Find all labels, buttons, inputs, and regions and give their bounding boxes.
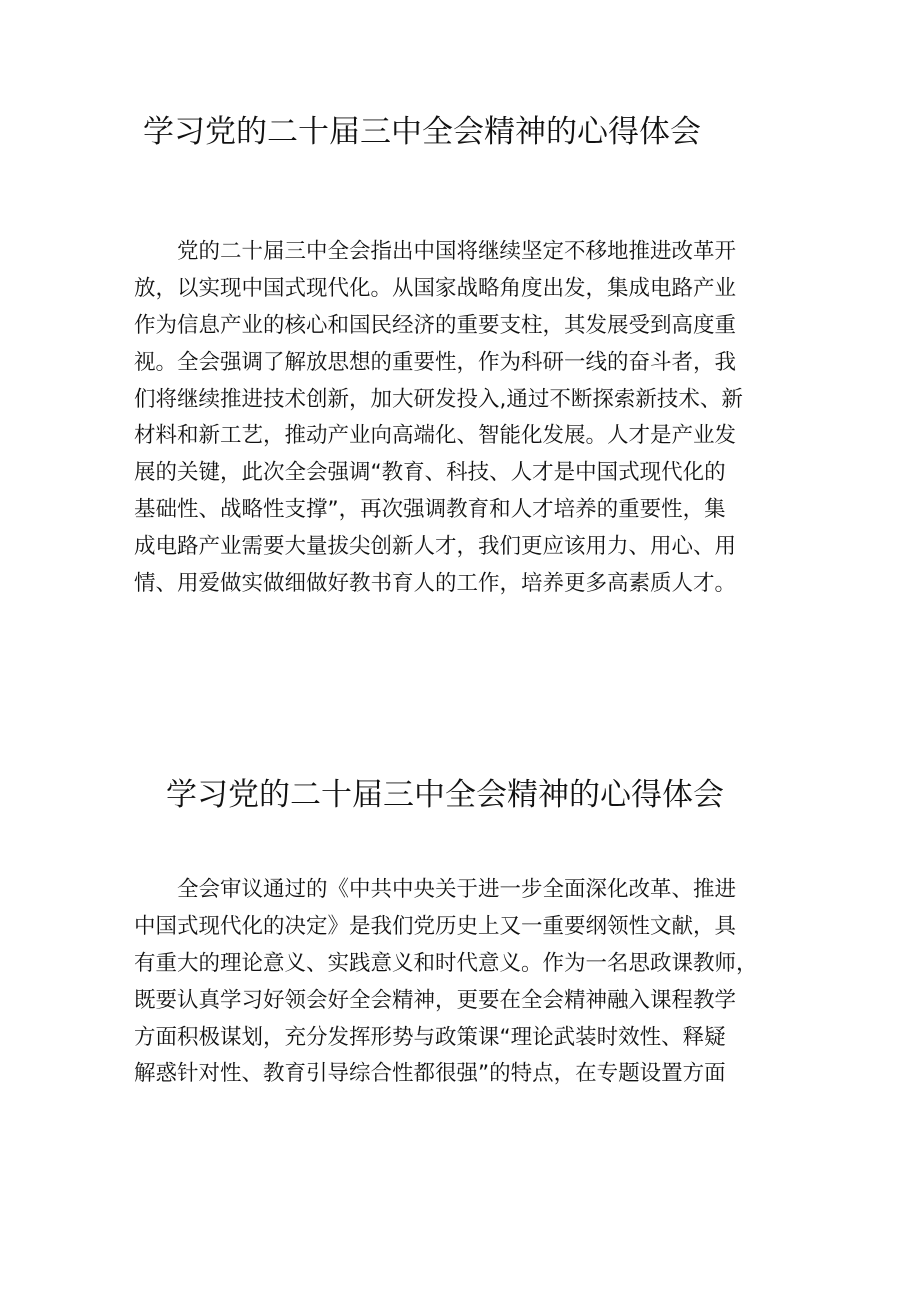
paragraph-line: 成电路产业需要大量拔尖创新人才，我们更应该用力、用心、用 <box>134 534 737 560</box>
paragraph-line: 有重大的理论意义、实践意义和时代意义。作为一名思政课教师， <box>134 950 758 976</box>
paragraph-line: 情、用爱做实做细做好教书育人的工作，培养更多高素质人才。 <box>134 571 737 597</box>
paragraph-line: 放，以实现中国式现代化。从国家战略角度出发，集成电路产业 <box>134 275 737 301</box>
paragraph-line: 们将继续推进技术创新，加大研发投入,通过不断探索新技术、新 <box>134 386 743 412</box>
paragraph-line: 既要认真学习好领会好全会精神，更要在全会精神融入课程教学 <box>134 987 737 1013</box>
paragraph-line: 党的二十届三中全会指出中国将继续坚定不移地推进改革开 <box>177 239 737 264</box>
paragraph-line: 解惑针对性、教育引导综合性都很强”的特点，在专题设置方面 <box>134 1061 726 1087</box>
section-2-title: 学习党的二十届三中全会精神的心得体会 <box>166 777 724 813</box>
paragraph-line: 方面积极谋划，充分发挥形势与政策课“理论武装时效性、释疑 <box>134 1024 726 1050</box>
paragraph-line: 作为信息产业的核心和国民经济的重要支柱，其发展受到高度重 <box>134 312 737 338</box>
paragraph-line: 展的关键，此次全会强调“教育、科技、人才是中国式现代化的 <box>134 460 726 486</box>
section-2-paragraph <box>134 872 794 1093</box>
paragraph-line: 材料和新工艺，推动产业向高端化、智能化发展。人才是产业发 <box>134 423 737 449</box>
section-1-paragraph <box>134 234 794 603</box>
paragraph-line: 中国式现代化的决定》是我们党历史上又一重要纲领性文献，具 <box>134 913 737 939</box>
section-1-title: 学习党的二十届三中全会精神的心得体会 <box>143 114 701 150</box>
paragraph-line: 全会审议通过的《中共中央关于进一步全面深化改革、推进 <box>177 877 737 902</box>
paragraph-line: 视。全会强调了解放思想的重要性，作为科研一线的奋斗者，我 <box>134 349 737 375</box>
paragraph-line: 基础性、战略性支撑”，再次强调教育和人才培养的重要性，集 <box>134 497 726 523</box>
